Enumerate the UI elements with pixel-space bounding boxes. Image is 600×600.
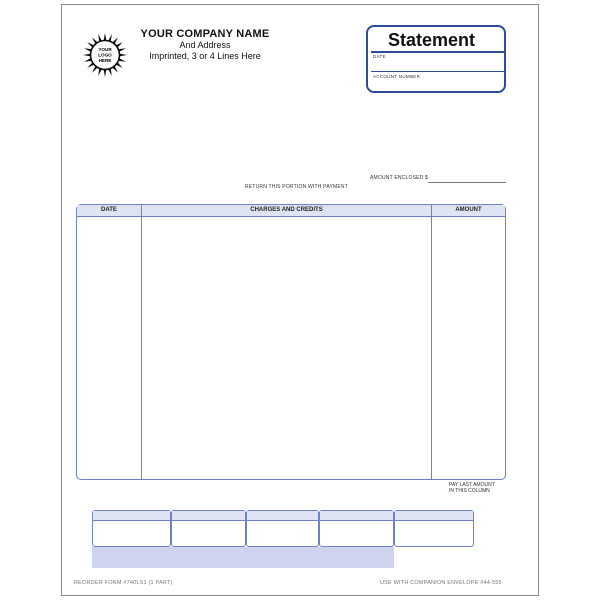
amount-enclosed-field[interactable] — [428, 182, 506, 183]
date-field-line[interactable] — [371, 71, 504, 72]
account-number-label: ACCOUNT NUMBER — [373, 74, 421, 79]
amount-enclosed-label: AMOUNT ENCLOSED $ — [370, 175, 429, 181]
charges-table — [76, 204, 506, 480]
aging-cell-3[interactable] — [246, 510, 319, 547]
logo-ray — [104, 70, 107, 77]
logo-ray — [108, 69, 111, 76]
charges-column-header: CHARGES AND CREDITS — [142, 205, 431, 217]
company-imprint — [120, 28, 290, 62]
pay-last-amount-note — [449, 482, 495, 494]
date-column — [77, 205, 142, 479]
charges-column — [142, 205, 432, 479]
aging-cell-header — [395, 511, 473, 521]
logo-ray — [84, 48, 91, 51]
amount-column — [432, 205, 505, 479]
aging-cell-4[interactable] — [319, 510, 394, 547]
logo-ray — [108, 34, 111, 41]
statement-title: Statement — [388, 30, 476, 50]
logo-ray — [84, 58, 91, 61]
aging-cell-5[interactable] — [394, 510, 474, 547]
return-portion-text: RETURN THIS PORTION WITH PAYMENT — [245, 184, 348, 190]
company-name: YOUR COMPANY NAME — [140, 28, 270, 40]
logo-ray — [98, 69, 101, 76]
logo-text-line3: HERE — [98, 58, 112, 63]
aging-cell-header — [247, 511, 318, 521]
aging-cell-header — [320, 511, 393, 521]
pay-note-line2: IN THIS COLUMN — [449, 488, 490, 494]
statement-header-box — [366, 25, 506, 93]
date-column-header: DATE — [77, 205, 141, 217]
aging-cell-header — [172, 511, 245, 521]
aging-shaded-strip — [92, 547, 394, 568]
company-address-line1: And Address — [179, 40, 231, 50]
companion-envelope-text: USE WITH COMPANION ENVELOPE #44-555 — [380, 580, 502, 586]
aging-cell-2[interactable] — [171, 510, 246, 547]
reorder-form-text: REORDER FORM #740LS1 (1 PART) — [74, 580, 173, 586]
date-field-label: DATE — [373, 54, 386, 59]
aging-summary-grid — [92, 510, 474, 568]
pay-note-line1: PAY LAST AMOUNT — [449, 482, 495, 488]
logo-text-line2: LOGO — [98, 52, 112, 58]
logo-text-line1: YOUR — [98, 47, 112, 52]
statement-divider — [371, 51, 504, 53]
logo-ray — [104, 33, 107, 40]
logo-ray — [83, 54, 90, 57]
company-address-line2: Imprinted, 3 or 4 Lines Here — [149, 51, 261, 61]
amount-column-header: AMOUNT — [432, 205, 505, 217]
aging-cell-header — [93, 511, 170, 521]
aging-cell-1[interactable] — [92, 510, 171, 547]
logo-ray — [98, 34, 101, 41]
